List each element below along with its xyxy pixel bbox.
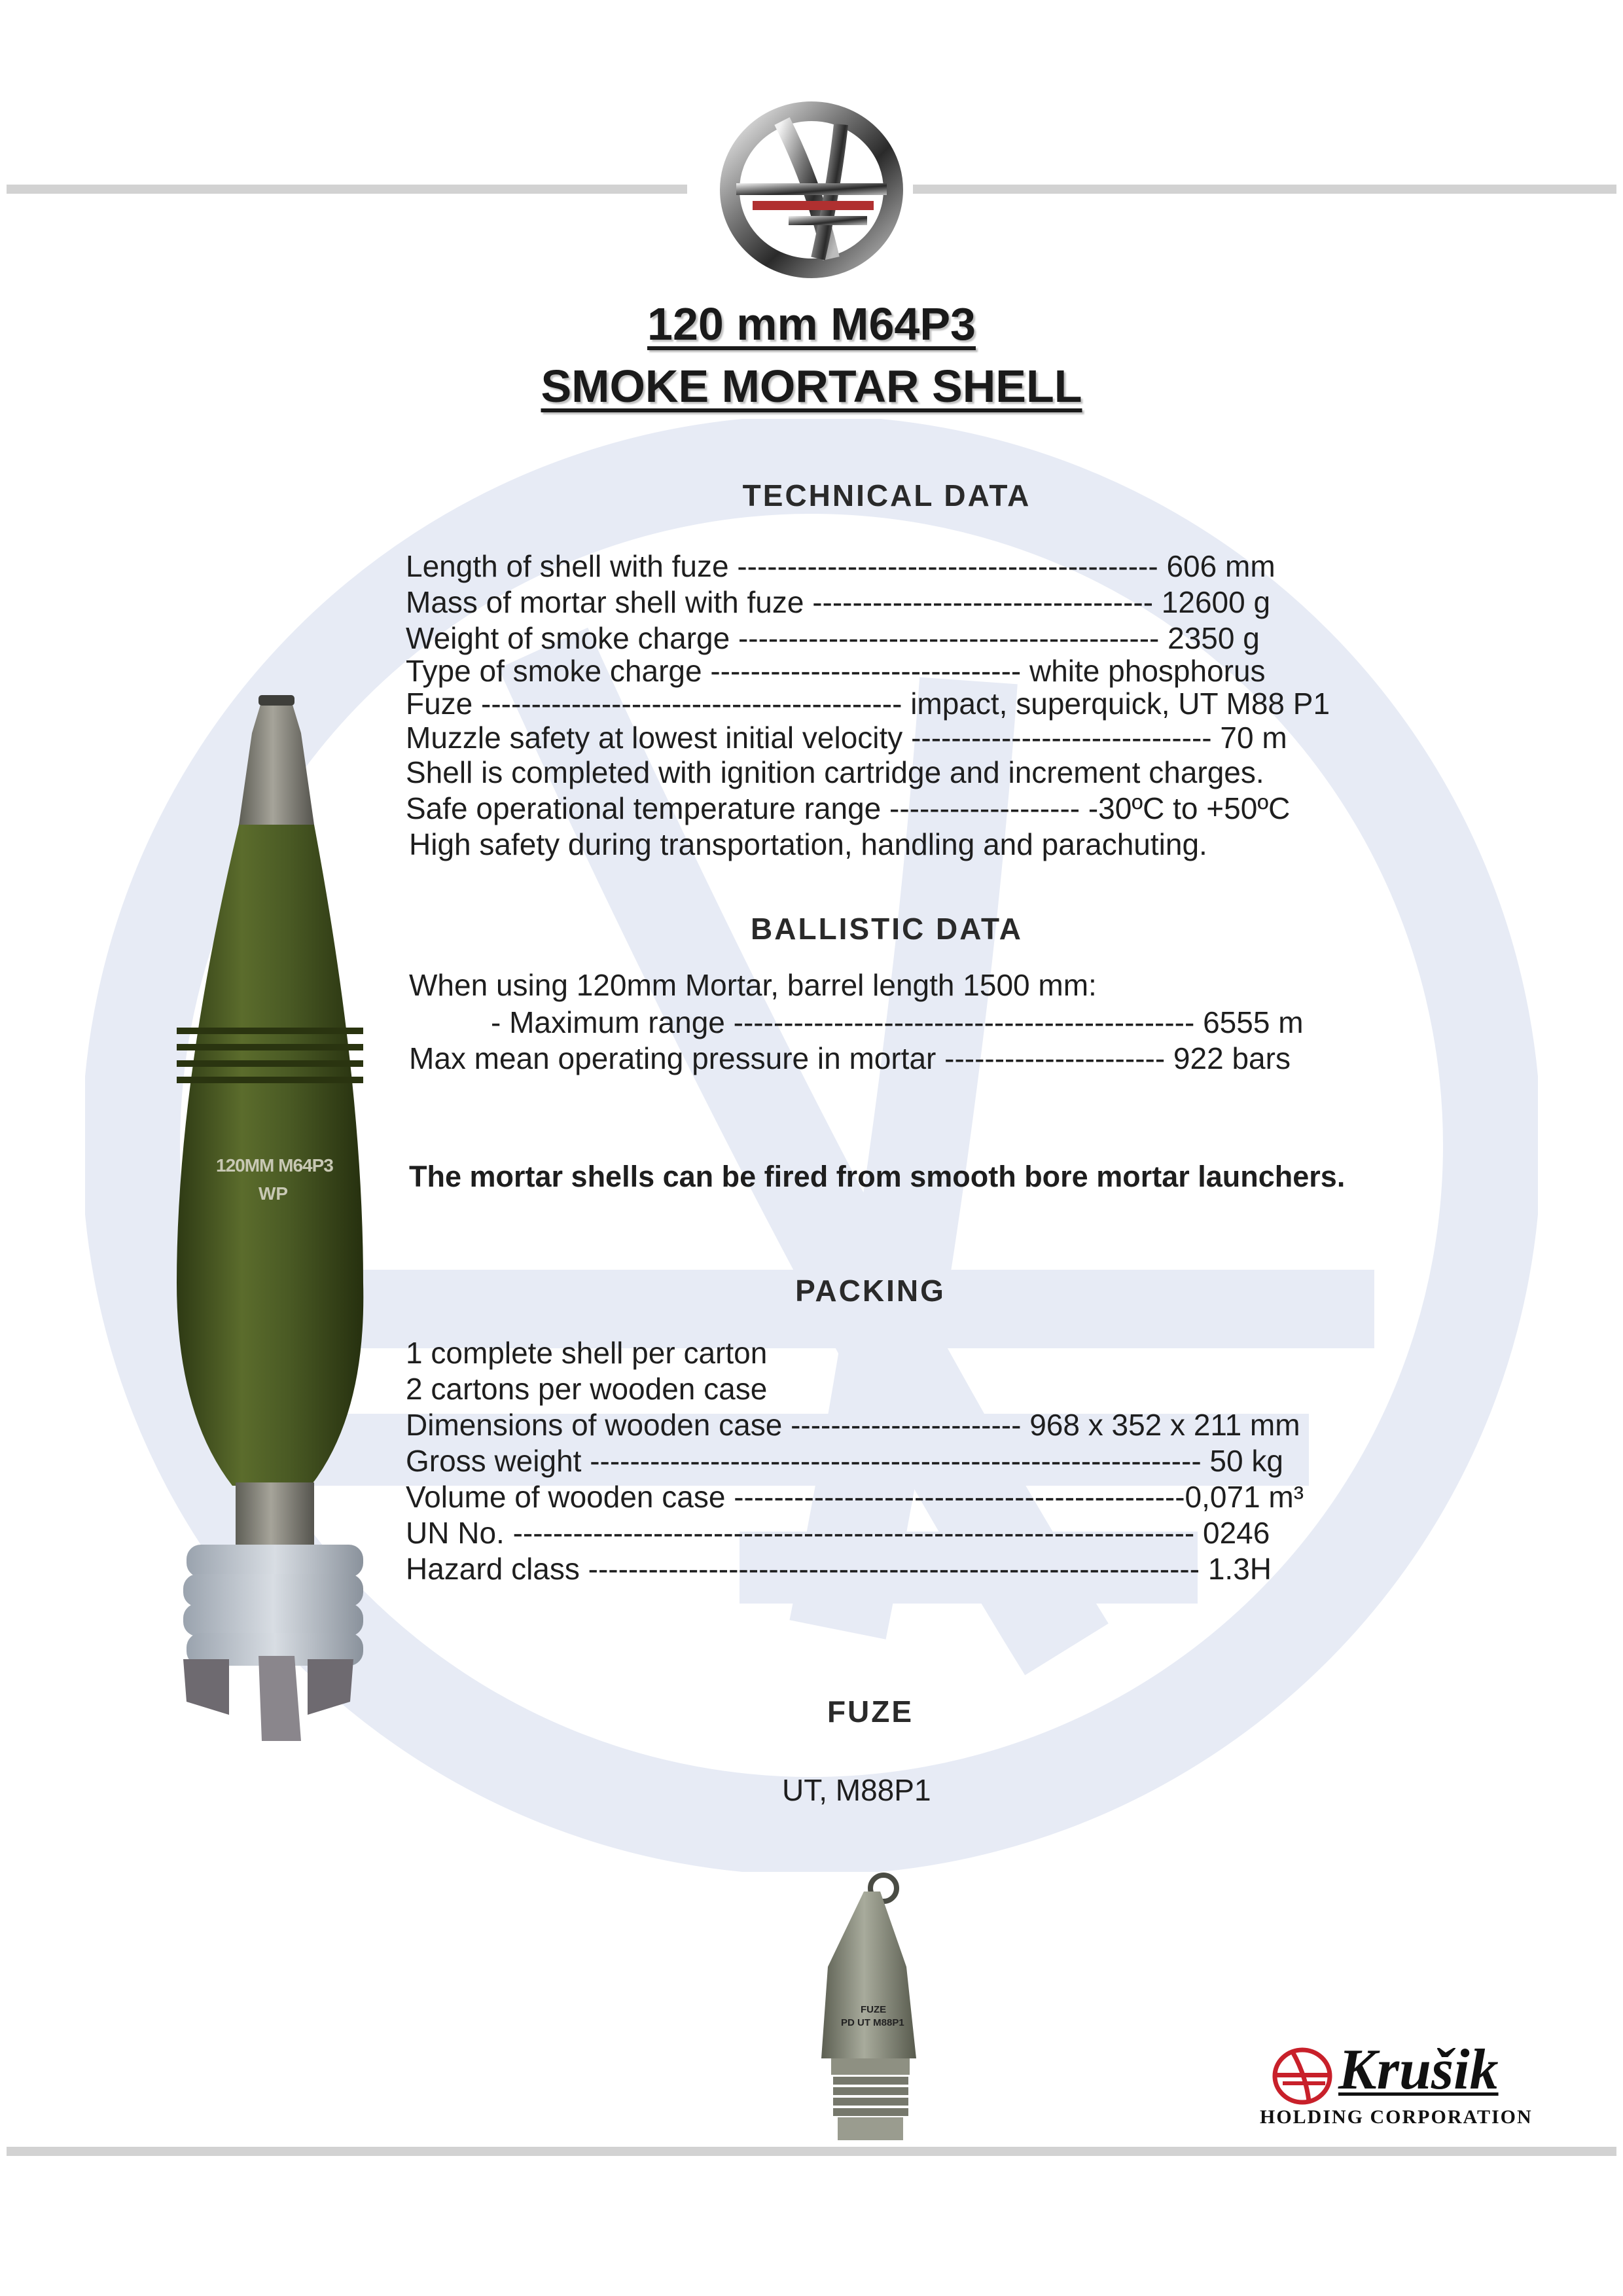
shell-marking-2: WP: [259, 1183, 289, 1204]
fuze-marking-1: FUZE: [861, 2004, 887, 2015]
tech-line-muzzle-safety: Muzzle safety at lowest initial velocity ------------------------------ 70 m: [406, 721, 1287, 755]
packing-line-carton: 1 complete shell per carton: [406, 1336, 768, 1370]
ballistic-line-mortar: When using 120mm Mortar, barrel length 1500 mm:: [409, 968, 1097, 1002]
ballistic-line-pressure: Max mean operating pressure in mortar ---------------------- 922 bars: [409, 1041, 1291, 1075]
company-subtitle: HOLDING CORPORATION: [1260, 2106, 1533, 2128]
tech-line-mass: Mass of mortar shell with fuze ---------------------------------- 12600 g: [406, 585, 1271, 619]
tech-line-smoke-weight: Weight of smoke charge ------------------------------------------ 2350 g: [406, 621, 1260, 655]
packing-line-case: 2 cartons per wooden case: [406, 1372, 768, 1406]
fuze-heading: FUZE: [827, 1695, 914, 1729]
title-line-1: 120 mm M64P3: [647, 298, 976, 350]
company-emblem-logo: [717, 101, 906, 278]
ballistic-note: The mortar shells can be fired from smooth bore mortar launchers.: [409, 1160, 1346, 1193]
packing-heading: PACKING: [795, 1274, 946, 1308]
ballistic-data-heading: BALLISTIC DATA: [751, 912, 1023, 946]
company-small-logo-icon: [1270, 2045, 1335, 2108]
tech-line-safety: High safety during transportation, handling and parachuting.: [409, 827, 1207, 861]
top-rule-right: [913, 185, 1616, 194]
ballistic-line-range: - Maximum range ---------------------------------------------- 6555 m: [491, 1005, 1304, 1039]
tech-line-length: Length of shell with fuze ------------------------------------------ 606 mm: [406, 549, 1275, 583]
packing-line-gross-weight: Gross weight ------------------------------------------------------------- 50 kg: [406, 1444, 1283, 1478]
company-name: Krušik: [1338, 2038, 1499, 2102]
tech-line-fuze: Fuze ------------------------------------------ impact, superquick, UT M88 P1: [406, 687, 1330, 721]
tech-line-completion: Shell is completed with ignition cartridge and increment charges.: [406, 755, 1264, 789]
packing-line-hazard: Hazard class ------------------------------------------------------------- 1.3H: [406, 1552, 1272, 1586]
bottom-rule: [7, 2147, 1616, 2156]
fuze-marking-2: PD UT M88P1: [841, 2017, 904, 2028]
packing-line-volume: Volume of wooden case ---------------------------------------------0,071 m³: [406, 1480, 1304, 1514]
packing-line-dimensions: Dimensions of wooden case ----------------------- 968 x 352 x 211 mm: [406, 1408, 1300, 1442]
title-line-2: SMOKE MORTAR SHELL: [541, 361, 1082, 412]
fuze-value: UT, M88P1: [782, 1773, 931, 1807]
top-rule-left: [7, 185, 687, 194]
packing-line-un-number: UN No. -------------------------------------------------------------------- 0246: [406, 1516, 1270, 1550]
technical-data-heading: TECHNICAL DATA: [742, 478, 1031, 512]
mortar-shell-image: [164, 694, 386, 1741]
shell-marking-1: 120MM M64P3: [216, 1155, 333, 1175]
tech-line-smoke-type: Type of smoke charge ------------------------------- white phosphorus: [406, 654, 1266, 688]
tech-line-temperature: Safe operational temperature range ------------------- -30ºC to +50ºC: [406, 791, 1291, 825]
